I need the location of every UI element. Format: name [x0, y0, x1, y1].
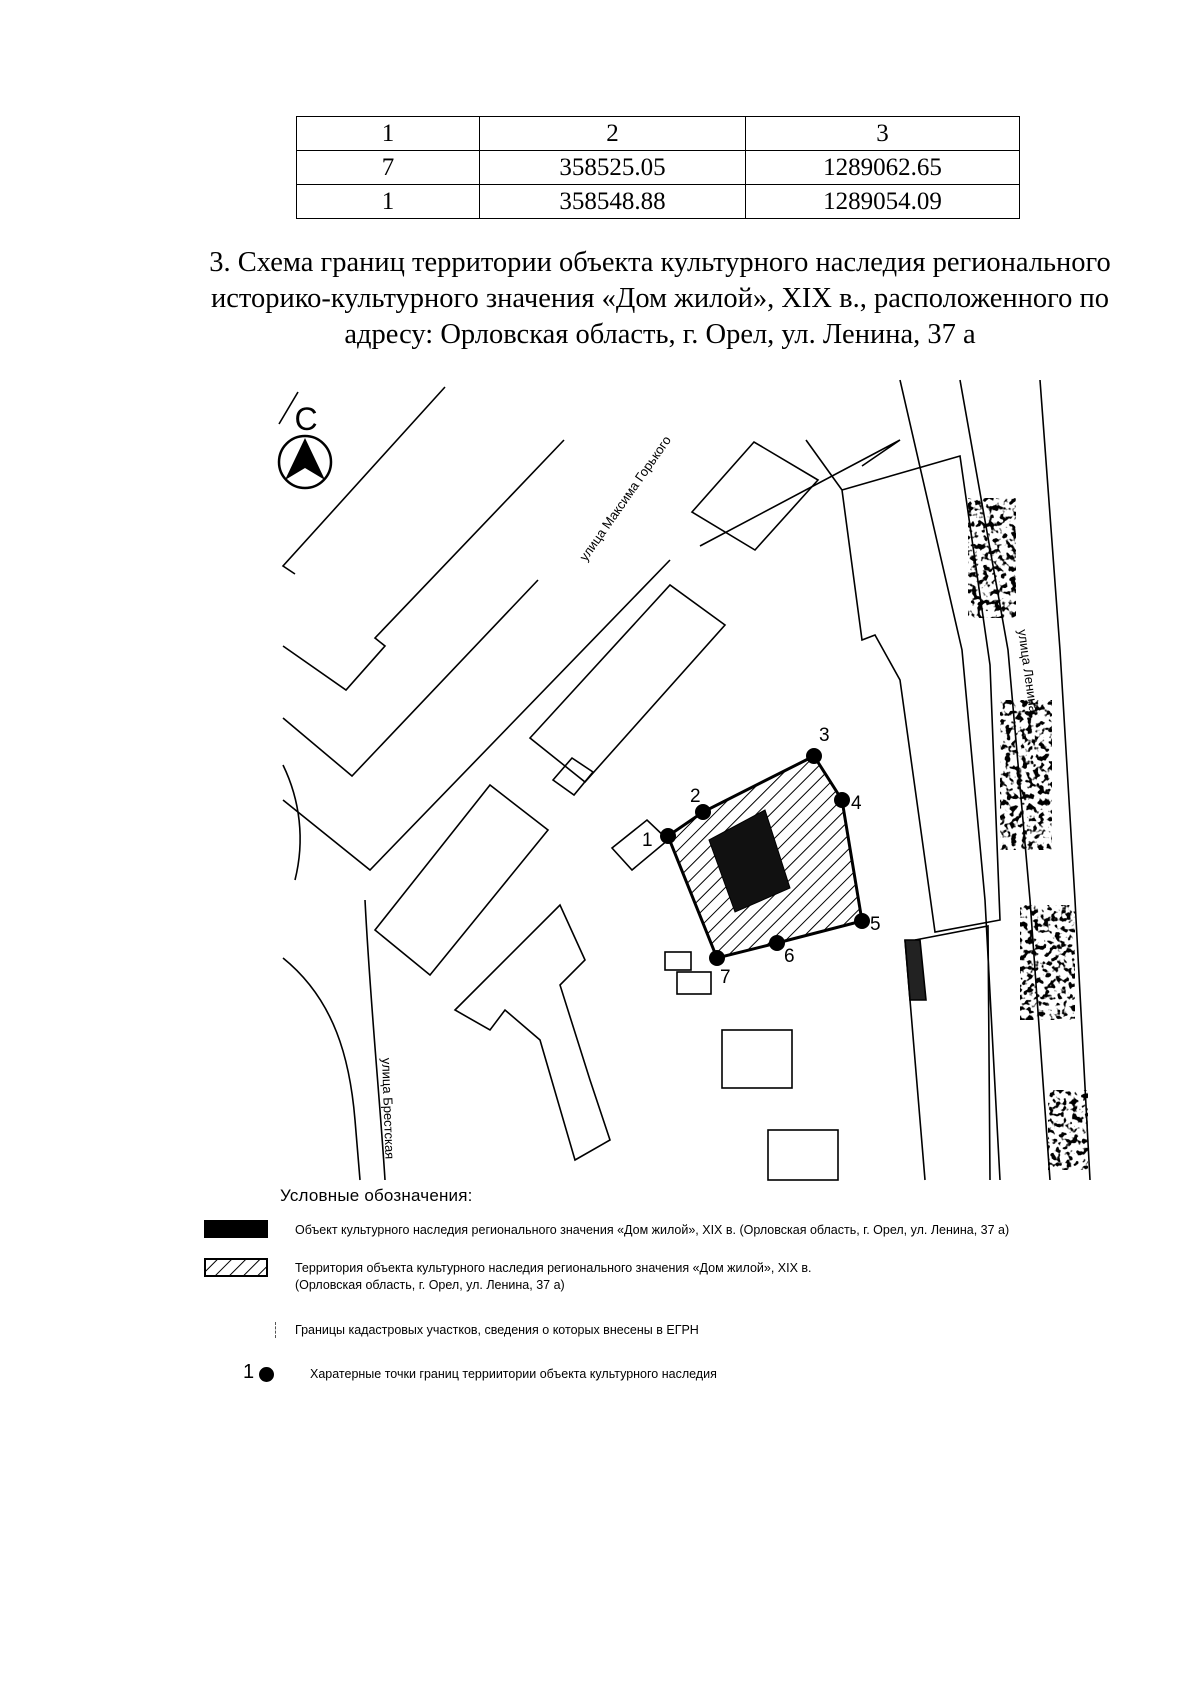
street-label-gorkogo: улица Максима Горького — [576, 432, 674, 564]
legend-point-swatch — [259, 1367, 274, 1382]
legend-cadastral-label: Границы кадастровых участков, сведения о которых внесены в ЕГРН — [295, 1323, 699, 1337]
map-block — [806, 440, 842, 490]
north-label: С — [294, 401, 318, 437]
map-building — [677, 972, 711, 994]
table-cell: 1 — [297, 185, 480, 219]
table-header-cell: 2 — [480, 117, 746, 151]
legend-territory-line: (Орловская область, г. Орел, ул. Ленина, 37 а) — [295, 1278, 565, 1292]
boundary-point — [769, 935, 785, 951]
table-header-cell: 3 — [746, 117, 1020, 151]
boundary-point — [709, 950, 725, 966]
legend-territory-line: Территория объекта культурного наследия регионального значения «Дом жилой», XIX в. — [295, 1261, 812, 1275]
table-header-cell: 1 — [297, 117, 480, 151]
point-label: 6 — [784, 946, 795, 967]
map-road-edge — [283, 765, 300, 880]
heading-line: историко-культурного значения «Дом жилой», XIX в., расположенного по — [211, 283, 1109, 314]
heading-line: адресу: Орловская область, г. Орел, ул. Ленина, 37 а — [344, 319, 976, 350]
map-building — [612, 820, 668, 870]
legend-cadastral-swatch — [275, 1322, 276, 1338]
map-block — [700, 440, 900, 546]
map-building — [722, 1030, 792, 1088]
map-building — [375, 785, 548, 975]
map-block — [283, 560, 670, 870]
legend-point-number: 1 — [243, 1361, 255, 1383]
point-label: 1 — [642, 830, 653, 851]
table-cell: 1289054.09 — [746, 185, 1020, 219]
map-block — [283, 580, 538, 776]
legend-territory-label — [295, 1260, 812, 1294]
table-cell: 358525.05 — [480, 151, 746, 185]
point-label: 4 — [851, 793, 862, 814]
map-road-edge — [283, 958, 360, 1180]
point-label: 5 — [870, 914, 881, 935]
map-building — [905, 940, 926, 1000]
point-label: 7 — [720, 967, 731, 988]
map-building — [530, 585, 725, 782]
table-cell: 7 — [297, 151, 480, 185]
boundary-point — [806, 748, 822, 764]
table-cell: 358548.88 — [480, 185, 746, 219]
boundary-point — [834, 792, 850, 808]
street-label-brestskaya: улица Брестская — [379, 1057, 398, 1160]
legend-object-label: Объект культурного наследия регионального значения «Дом жилой», XIX в. (Орловская область, г. Орел, ул. Ленина, 37 а) — [295, 1223, 1010, 1237]
heading-line: 3. Схема границ территории объекта культурного наследия регионального — [209, 247, 1111, 278]
map-building — [768, 1130, 838, 1180]
map-building — [692, 442, 818, 550]
legend-title: Условные обозначения: — [280, 1186, 473, 1205]
street-texture — [968, 498, 1088, 1170]
legend-object-swatch — [204, 1220, 268, 1238]
table-cell: 1289062.65 — [746, 151, 1020, 185]
map-block — [915, 926, 990, 1180]
legend-territory-swatch — [204, 1258, 268, 1277]
map-building — [553, 758, 593, 795]
north-arrow — [279, 392, 331, 488]
map-building — [665, 952, 691, 970]
boundary-point — [854, 913, 870, 929]
point-label: 2 — [690, 786, 701, 807]
street-label-lenina: улица Ленина — [1015, 628, 1042, 714]
legend-point-label: Харатерные точки границ терриитории объекта культурного наследия — [310, 1367, 717, 1381]
map-building — [455, 905, 610, 1160]
point-label: 3 — [819, 725, 830, 746]
boundary-point — [660, 828, 676, 844]
